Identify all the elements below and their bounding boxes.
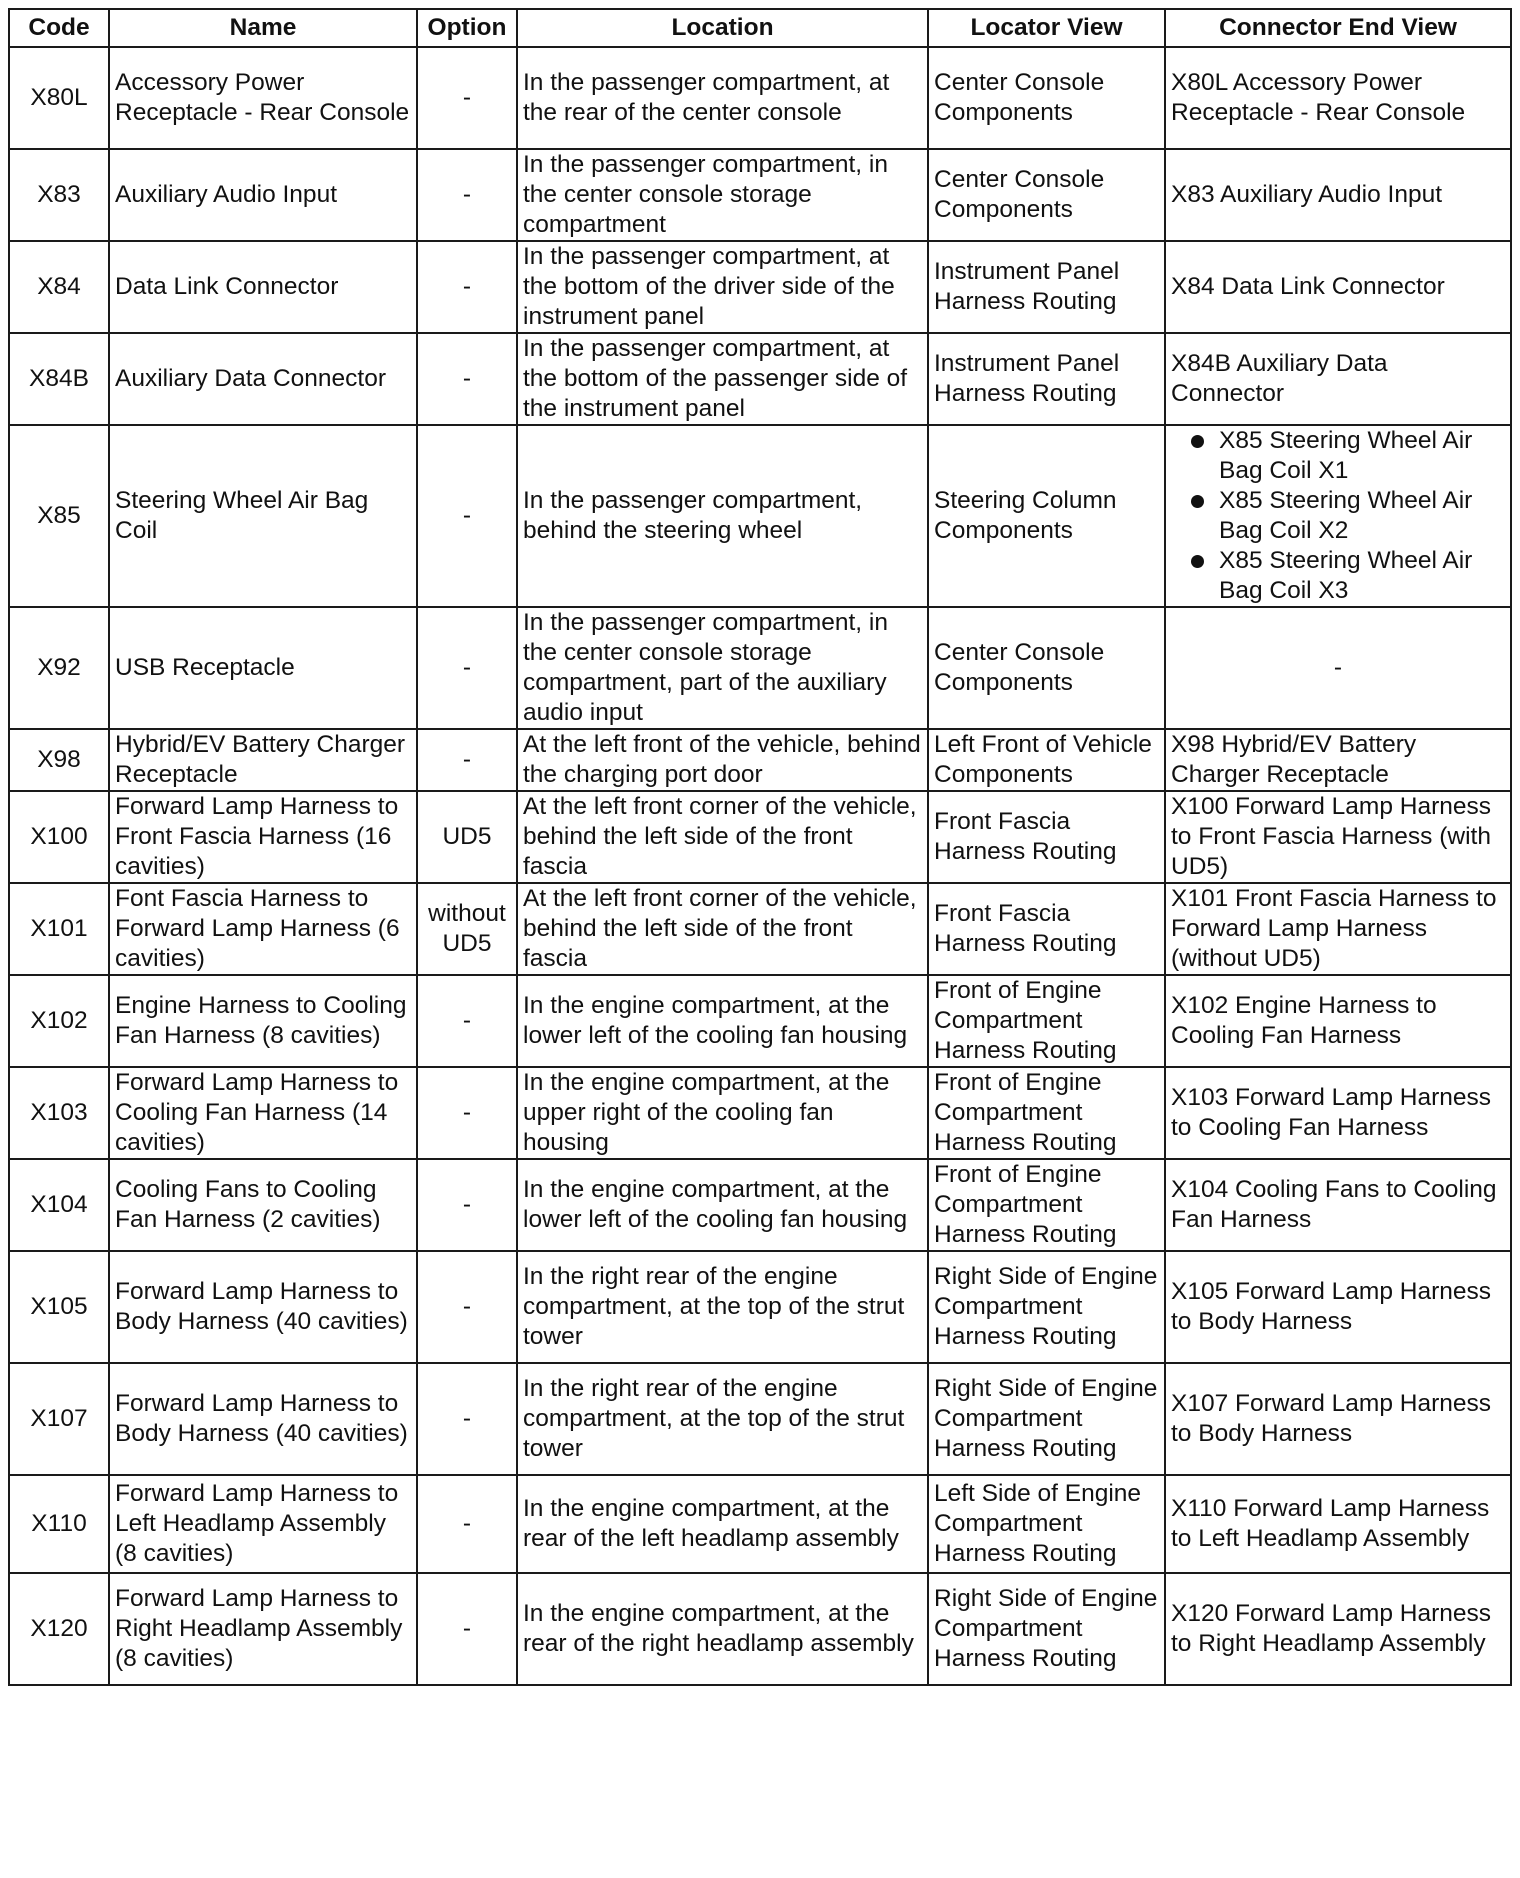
cell-option: - (417, 1475, 517, 1573)
bullet-icon (1191, 435, 1204, 448)
list-item (1171, 426, 1505, 486)
connector-table (8, 8, 1512, 1686)
cell-option: - (417, 1159, 517, 1251)
cell-code: X102 (9, 975, 109, 1067)
cell-connector-end-view: X100 Forward Lamp Harness to Front Fascia Harness (with UD5) (1165, 791, 1511, 883)
cell-connector-end-view: X101 Front Fascia Harness to Forward Lamp Harness (without UD5) (1165, 883, 1511, 975)
cell-connector-end-view: X80L Accessory Power Receptacle - Rear Console (1165, 47, 1511, 149)
cell-connector-end-view: X83 Auxiliary Audio Input (1165, 149, 1511, 241)
cell-locator-view: Left Side of Engine Compartment Harness Routing (928, 1475, 1165, 1573)
cell-code: X103 (9, 1067, 109, 1159)
cell-location: At the left front of the vehicle, behind the charging port door (517, 729, 928, 791)
table-row (9, 425, 1511, 607)
cell-locator-view: Left Front of Vehicle Components (928, 729, 1165, 791)
cell-name: Forward Lamp Harness to Front Fascia Harness (16 cavities) (109, 791, 417, 883)
table-row (9, 1251, 1511, 1363)
cell-option: - (417, 1363, 517, 1475)
bullet-icon (1191, 555, 1204, 568)
table-body (9, 47, 1511, 1685)
cell-connector-end-view: X103 Forward Lamp Harness to Cooling Fan Harness (1165, 1067, 1511, 1159)
header-option: Option (417, 9, 517, 47)
cell-connector-end-view: - (1165, 607, 1511, 729)
cell-location: In the passenger compartment, at the rear of the center console (517, 47, 928, 149)
cell-location: In the right rear of the engine compartment, at the top of the strut tower (517, 1251, 928, 1363)
cell-connector-end-view: X120 Forward Lamp Harness to Right Headlamp Assembly (1165, 1573, 1511, 1685)
cell-name: Auxiliary Data Connector (109, 333, 417, 425)
table-row (9, 1067, 1511, 1159)
cell-code: X83 (9, 149, 109, 241)
cell-connector-end-view: X84B Auxiliary Data Connector (1165, 333, 1511, 425)
cell-locator-view: Center Console Components (928, 47, 1165, 149)
cell-code: X101 (9, 883, 109, 975)
cell-locator-view: Right Side of Engine Compartment Harness Routing (928, 1251, 1165, 1363)
cell-option: without UD5 (417, 883, 517, 975)
cell-connector-end-view: X102 Engine Harness to Cooling Fan Harness (1165, 975, 1511, 1067)
bullet-icon (1191, 495, 1204, 508)
cell-name: Font Fascia Harness to Forward Lamp Harness (6 cavities) (109, 883, 417, 975)
cell-connector-end-view: X105 Forward Lamp Harness to Body Harness (1165, 1251, 1511, 1363)
cell-code: X105 (9, 1251, 109, 1363)
cell-name: Hybrid/EV Battery Charger Receptacle (109, 729, 417, 791)
list-item-text: X85 Steering Wheel Air Bag Coil X1 (1219, 427, 1473, 484)
cell-location: In the engine compartment, at the upper right of the cooling fan housing (517, 1067, 928, 1159)
cell-name: Forward Lamp Harness to Body Harness (40 cavities) (109, 1363, 417, 1475)
cell-code: X92 (9, 607, 109, 729)
cell-locator-view: Front Fascia Harness Routing (928, 791, 1165, 883)
cell-code: X98 (9, 729, 109, 791)
cell-locator-view: Front of Engine Compartment Harness Routing (928, 975, 1165, 1067)
cell-location: In the passenger compartment, at the bottom of the driver side of the instrument panel (517, 241, 928, 333)
table-row (9, 1573, 1511, 1685)
cell-option: - (417, 333, 517, 425)
connector-table-sheet (8, 8, 1510, 1686)
cell-code: X104 (9, 1159, 109, 1251)
cell-option: - (417, 1251, 517, 1363)
cell-name: USB Receptacle (109, 607, 417, 729)
header-connector-end-view: Connector End View (1165, 9, 1511, 47)
table-row (9, 883, 1511, 975)
cell-location: In the engine compartment, at the rear of the left headlamp assembly (517, 1475, 928, 1573)
cell-connector-end-view: X98 Hybrid/EV Battery Charger Receptacle (1165, 729, 1511, 791)
cell-connector-end-view: X104 Cooling Fans to Cooling Fan Harness (1165, 1159, 1511, 1251)
cell-locator-view: Front of Engine Compartment Harness Routing (928, 1159, 1165, 1251)
table-row (9, 47, 1511, 149)
cell-name: Data Link Connector (109, 241, 417, 333)
header-location: Location (517, 9, 928, 47)
cell-name: Auxiliary Audio Input (109, 149, 417, 241)
cell-locator-view: Instrument Panel Harness Routing (928, 241, 1165, 333)
cell-locator-view: Steering Column Components (928, 425, 1165, 607)
cell-connector-end-view (1165, 425, 1511, 607)
header-code: Code (9, 9, 109, 47)
header-locator-view: Locator View (928, 9, 1165, 47)
cell-name: Forward Lamp Harness to Right Headlamp Assembly (8 cavities) (109, 1573, 417, 1685)
table-row (9, 1363, 1511, 1475)
cell-connector-end-view: X107 Forward Lamp Harness to Body Harness (1165, 1363, 1511, 1475)
cell-location: In the passenger compartment, in the center console storage compartment (517, 149, 928, 241)
cell-option: - (417, 47, 517, 149)
cell-name: Forward Lamp Harness to Left Headlamp Assembly (8 cavities) (109, 1475, 417, 1573)
table-row (9, 791, 1511, 883)
cell-code: X110 (9, 1475, 109, 1573)
table-row (9, 1159, 1511, 1251)
cell-name: Cooling Fans to Cooling Fan Harness (2 cavities) (109, 1159, 417, 1251)
cell-code: X84B (9, 333, 109, 425)
cell-option: - (417, 607, 517, 729)
cell-location: In the passenger compartment, at the bottom of the passenger side of the instrument panel (517, 333, 928, 425)
cell-location: In the engine compartment, at the lower left of the cooling fan housing (517, 1159, 928, 1251)
table-row (9, 607, 1511, 729)
list-item (1171, 486, 1505, 546)
cell-code: X107 (9, 1363, 109, 1475)
cell-locator-view: Instrument Panel Harness Routing (928, 333, 1165, 425)
cell-locator-view: Center Console Components (928, 149, 1165, 241)
cell-location: In the passenger compartment, in the center console storage compartment, part of the auxiliary audio input (517, 607, 928, 729)
cell-code: X85 (9, 425, 109, 607)
cell-option: - (417, 241, 517, 333)
cell-option: - (417, 149, 517, 241)
cell-locator-view: Front of Engine Compartment Harness Routing (928, 1067, 1165, 1159)
cell-location: In the engine compartment, at the lower left of the cooling fan housing (517, 975, 928, 1067)
cell-location: In the passenger compartment, behind the steering wheel (517, 425, 928, 607)
cell-location: At the left front corner of the vehicle, behind the left side of the front fascia (517, 791, 928, 883)
table-row (9, 975, 1511, 1067)
cell-connector-end-view: X110 Forward Lamp Harness to Left Headlamp Assembly (1165, 1475, 1511, 1573)
cell-location: In the engine compartment, at the rear of the right headlamp assembly (517, 1573, 928, 1685)
cell-locator-view: Right Side of Engine Compartment Harness Routing (928, 1363, 1165, 1475)
table-row (9, 149, 1511, 241)
cell-code: X100 (9, 791, 109, 883)
list-item (1171, 546, 1505, 606)
table-row (9, 241, 1511, 333)
header-row (9, 9, 1511, 47)
cell-connector-end-view: X84 Data Link Connector (1165, 241, 1511, 333)
cell-name: Engine Harness to Cooling Fan Harness (8 cavities) (109, 975, 417, 1067)
cell-name: Accessory Power Receptacle - Rear Console (109, 47, 417, 149)
list-item-text: X85 Steering Wheel Air Bag Coil X3 (1219, 547, 1473, 604)
table-row (9, 1475, 1511, 1573)
cell-locator-view: Front Fascia Harness Routing (928, 883, 1165, 975)
cell-code: X120 (9, 1573, 109, 1685)
cell-name: Steering Wheel Air Bag Coil (109, 425, 417, 607)
table-row (9, 729, 1511, 791)
cell-name: Forward Lamp Harness to Body Harness (40 cavities) (109, 1251, 417, 1363)
cell-option: - (417, 425, 517, 607)
cell-locator-view: Right Side of Engine Compartment Harness Routing (928, 1573, 1165, 1685)
cell-location: At the left front corner of the vehicle, behind the left side of the front fascia (517, 883, 928, 975)
list-item-text: X85 Steering Wheel Air Bag Coil X2 (1219, 487, 1473, 544)
cell-option: - (417, 1067, 517, 1159)
cell-name: Forward Lamp Harness to Cooling Fan Harness (14 cavities) (109, 1067, 417, 1159)
connector-end-view-list (1171, 426, 1505, 606)
cell-location: In the right rear of the engine compartment, at the top of the strut tower (517, 1363, 928, 1475)
cell-option: - (417, 729, 517, 791)
table-row (9, 333, 1511, 425)
cell-option: - (417, 1573, 517, 1685)
header-name: Name (109, 9, 417, 47)
cell-option: - (417, 975, 517, 1067)
cell-code: X80L (9, 47, 109, 149)
cell-code: X84 (9, 241, 109, 333)
cell-option: UD5 (417, 791, 517, 883)
cell-locator-view: Center Console Components (928, 607, 1165, 729)
table-header (9, 9, 1511, 47)
